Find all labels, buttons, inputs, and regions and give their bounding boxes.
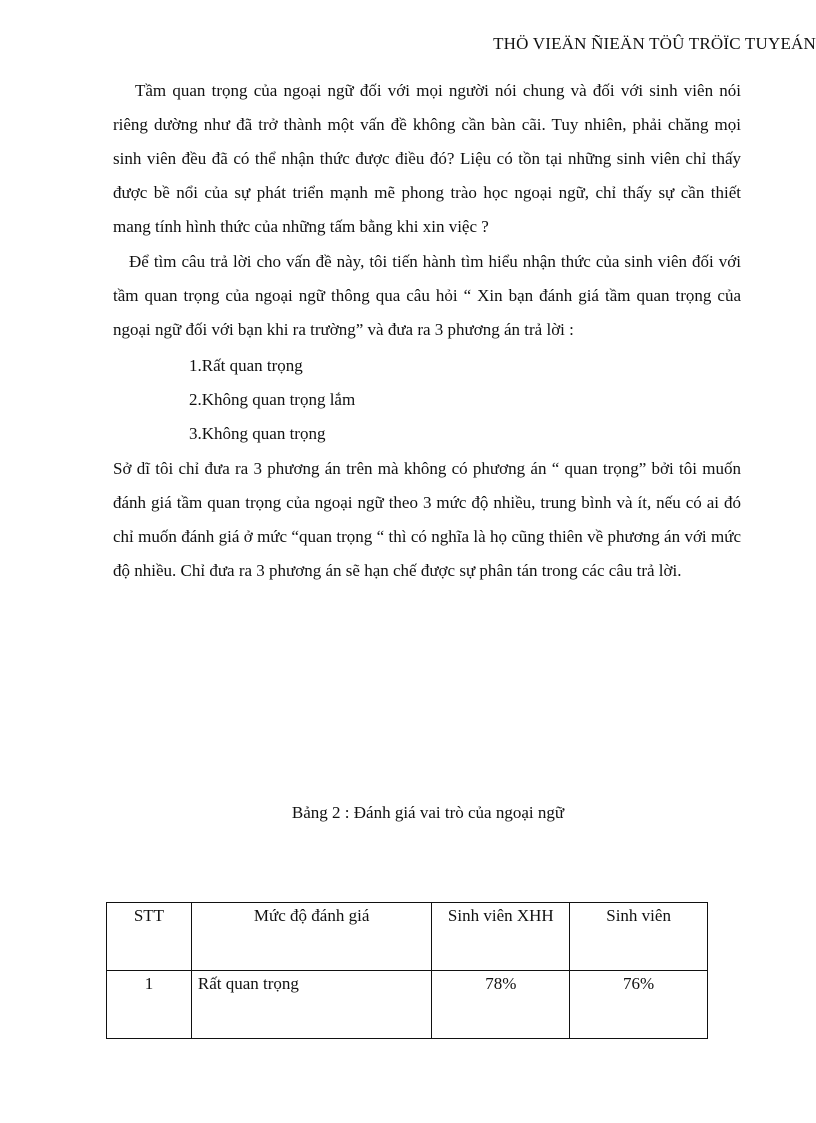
table-row bbox=[107, 971, 708, 1039]
cell-level: Rất quan trọng bbox=[191, 971, 432, 1039]
cell-sociology-students: 78% bbox=[432, 971, 570, 1039]
answer-option: 1.Rất quan trọng bbox=[189, 356, 303, 375]
table-header-row bbox=[107, 903, 708, 971]
column-header-students: Sinh viên bbox=[570, 903, 708, 971]
answer-option: 3.Không quan trọng bbox=[189, 424, 326, 443]
site-header-title: THÖ VIEÄN ÑIEÄN TÖÛ TRÖÏC TUYEÁN bbox=[493, 34, 816, 53]
answer-options-list bbox=[189, 349, 355, 451]
answer-option: 2.Không quan trọng lắm bbox=[189, 390, 356, 409]
column-header-sociology-students: Sinh viên XHH bbox=[432, 903, 570, 971]
column-header-stt: STT bbox=[107, 903, 192, 971]
column-header-level: Mức độ đánh giá bbox=[191, 903, 432, 971]
cell-stt: 1 bbox=[107, 971, 192, 1039]
paragraph-survey-question: Để tìm câu trả lời cho vấn đề này, tôi tiến hành tìm hiểu nhận thức của sinh viên đối với tầm quan trọng của ngoại ngữ thông qua câu hỏi “ Xin bạn đánh giá tầm quan trọng của ngoại ngữ đối với bạn khi ra trường” và đưa ra 3 phương án trả lời : bbox=[113, 252, 741, 339]
evaluation-table bbox=[106, 902, 708, 1039]
paragraph-explanation: Sở dĩ tôi chỉ đưa ra 3 phương án trên mà không có phương án “ quan trọng” bởi tôi muốn đánh giá tầm quan trọng của ngoại ngữ theo 3 mức độ nhiều, trung bình và ít, nếu có ai đó chỉ muốn đánh giá ở mức “quan trọng “ thì có nghĩa là họ cũng thiên về phương án với mức độ nhiều. Chỉ đưa ra 3 phương án sẽ hạn chế được sự phân tán trong các câu trả lời. bbox=[113, 459, 741, 580]
cell-students: 76% bbox=[570, 971, 708, 1039]
paragraph-importance: Tầm quan trọng của ngoại ngữ đối với mọi người nói chung và đối với sinh viên nói riêng dường như đã trở thành một vấn đề không cần bàn cãi. Tuy nhiên, phải chăng mọi sinh viên đều đã có thể nhận thức được điều đó? Liệu có tồn tại những sinh viên chỉ thấy được bề nổi của sự phát triển mạnh mẽ phong trào học ngoại ngữ, chỉ thấy sự cần thiết mang tính hình thức của những tấm bằng khi xin việc ? bbox=[113, 81, 741, 236]
table-caption: Bảng 2 : Đánh giá vai trò của ngoại ngữ bbox=[291, 803, 565, 822]
